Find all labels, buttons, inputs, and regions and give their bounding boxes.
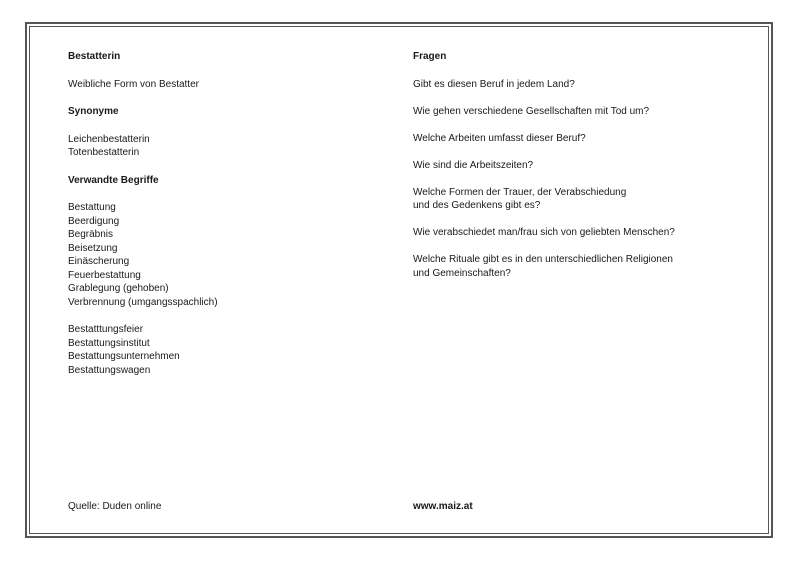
question-item bbox=[413, 186, 753, 213]
website-link[interactable]: www.maiz.at bbox=[413, 501, 473, 512]
list-item: Bestatttungsfeier bbox=[68, 324, 144, 335]
source-note: Quelle: Duden online bbox=[68, 501, 162, 512]
question-item bbox=[413, 105, 753, 119]
related-heading: Verwandte Begriffe bbox=[68, 174, 159, 186]
list-item: Leichenbestatterin bbox=[68, 133, 150, 145]
list-item: Begräbnis bbox=[68, 229, 114, 240]
questions-heading: Fragen bbox=[413, 51, 447, 62]
question-item bbox=[413, 226, 753, 240]
list-item: Totenbestatterin bbox=[68, 147, 140, 158]
question-item bbox=[413, 159, 753, 173]
list-item: Bestattungswagen bbox=[68, 364, 151, 376]
list-item: Beisetzung bbox=[68, 242, 118, 254]
right-column bbox=[413, 50, 753, 294]
term-definition: Weibliche Form von Bestatter bbox=[68, 78, 199, 90]
question-line: und Gemeinschaften? bbox=[413, 267, 511, 279]
list-item: Verbrennung (umgangsspachlich) bbox=[68, 296, 218, 308]
list-item: Bestattung bbox=[68, 202, 116, 213]
list-item: Einäscherung bbox=[68, 256, 130, 267]
question-line: Wie verabschiedet man/frau sich von geliebten Menschen? bbox=[413, 227, 675, 238]
left-column bbox=[68, 50, 388, 377]
question-line: Welche Formen der Trauer, der Verabschiedung bbox=[413, 186, 627, 198]
question-item bbox=[413, 78, 753, 92]
related-list-2 bbox=[68, 323, 388, 377]
list-item: Grablegung (gehoben) bbox=[68, 283, 169, 294]
question-line: Wie sind die Arbeitszeiten? bbox=[413, 159, 534, 171]
list-item: Bestattungsunternehmen bbox=[68, 351, 180, 362]
synonyms-heading: Synonyme bbox=[68, 106, 119, 117]
question-line: Welche Rituale gibt es in den unterschiedlichen Religionen bbox=[413, 254, 673, 265]
question-line: Gibt es diesen Beruf in jedem Land? bbox=[413, 78, 575, 90]
question-line: Wie gehen verschiedene Gesellschaften mit Tod um? bbox=[413, 105, 650, 117]
list-item: Feuerbestattung bbox=[68, 269, 141, 281]
related-list-1 bbox=[68, 201, 388, 309]
question-item bbox=[413, 253, 753, 280]
question-line: Welche Arbeiten umfasst dieser Beruf? bbox=[413, 132, 586, 144]
question-item bbox=[413, 132, 753, 146]
list-item: Bestattungsinstitut bbox=[68, 337, 150, 349]
list-item: Beerdigung bbox=[68, 215, 120, 227]
question-line: und des Gedenkens gibt es? bbox=[413, 200, 541, 211]
synonyms-list bbox=[68, 133, 388, 160]
term-heading: Bestatterin bbox=[68, 51, 121, 62]
